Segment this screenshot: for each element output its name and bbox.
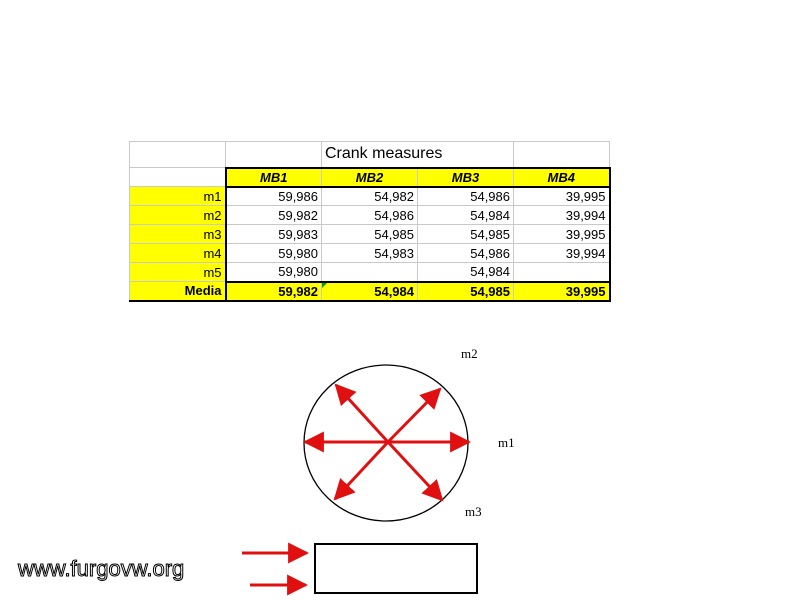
website-watermark: www.furgovw.org (18, 556, 185, 581)
table-cell[interactable]: 39,994 (514, 244, 610, 263)
column-header-mb2[interactable]: MB2 (322, 168, 418, 187)
table-title[interactable]: Crank measures (322, 142, 514, 168)
table-cell[interactable]: 54,985 (322, 225, 418, 244)
table-cell[interactable]: 54,986 (322, 206, 418, 225)
row-label-m1[interactable]: m1 (130, 187, 226, 206)
column-header-mb3[interactable]: MB3 (418, 168, 514, 187)
row-label-m5[interactable]: m5 (130, 263, 226, 282)
label-m2: m2 (461, 346, 478, 361)
table-cell[interactable]: 59,982 (226, 206, 322, 225)
table-cell[interactable]: 54,985 (418, 225, 514, 244)
average-cell[interactable]: 39,995 (514, 282, 610, 301)
table-cell[interactable]: 54,983 (322, 244, 418, 263)
label-m3: m3 (465, 504, 482, 519)
column-header-mb4[interactable]: MB4 (514, 168, 610, 187)
table-cell[interactable]: 54,986 (418, 187, 514, 206)
arrow-m2-up (388, 389, 440, 442)
table-cell[interactable]: 59,986 (226, 187, 322, 206)
table-cell[interactable]: 54,982 (322, 187, 418, 206)
table-cell[interactable]: 54,984 (418, 263, 514, 282)
arrow-m3-up (336, 385, 388, 442)
label-m1: m1 (498, 435, 515, 450)
average-cell[interactable]: 54,985 (418, 282, 514, 301)
row-label-m4[interactable]: m4 (130, 244, 226, 263)
table-cell[interactable]: 39,994 (514, 206, 610, 225)
table-cell[interactable]: 54,984 (418, 206, 514, 225)
legend-box (314, 543, 478, 594)
average-cell[interactable]: 54,984 (322, 282, 418, 301)
table-cell[interactable]: 59,980 (226, 263, 322, 282)
row-label-m2[interactable]: m2 (130, 206, 226, 225)
table-cell[interactable]: 39,995 (514, 225, 610, 244)
table-cell[interactable]: 59,980 (226, 244, 322, 263)
average-cell[interactable]: 59,982 (226, 282, 322, 301)
column-header-mb1[interactable]: MB1 (226, 168, 322, 187)
arrow-m2-down (335, 442, 388, 499)
arrow-m3-down (388, 442, 442, 500)
table-cell[interactable]: 59,983 (226, 225, 322, 244)
row-label-m3[interactable]: m3 (130, 225, 226, 244)
row-label-media[interactable]: Media (130, 282, 226, 301)
table-cell[interactable]: 39,995 (514, 187, 610, 206)
table-cell[interactable]: 54,986 (418, 244, 514, 263)
